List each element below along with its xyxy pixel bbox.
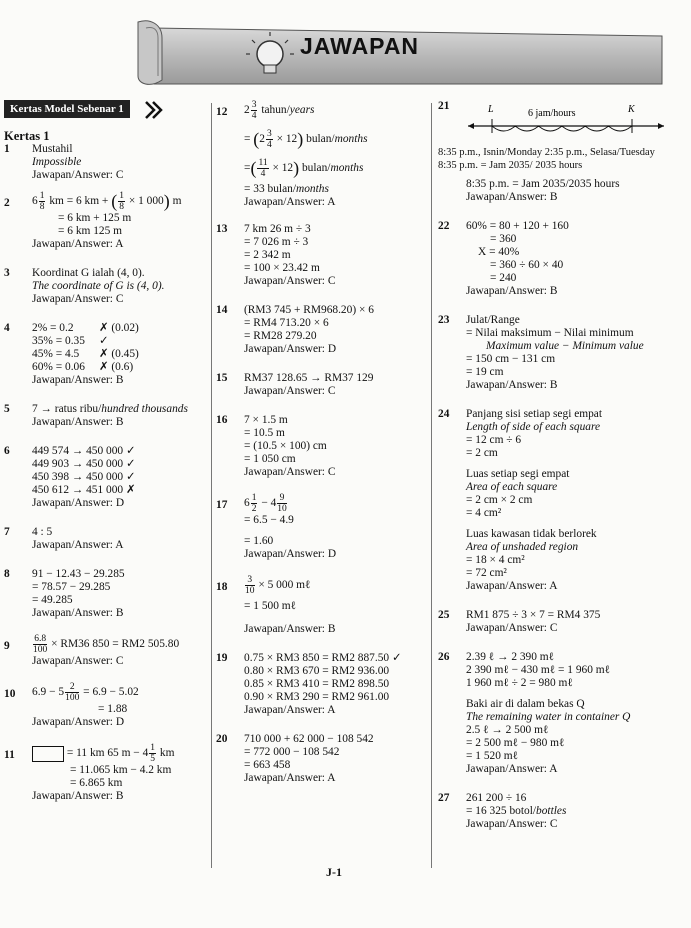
- answer-item: 19 0.75 × RM3 850 = RM2 887.50 ✓ 0.80 × RM3 670 = RM2 936.00 0.85 × RM3 410 = RM2 898.50 0.90 × RM3 290 = RM2 961.00 Jawapan/Answer: A: [216, 652, 402, 716]
- answer-item: 9 $\frac{6.8}{100}$ × RM36 850 = RM2 505.80 Jawapan/Answer: C: [4, 634, 180, 667]
- answer-item: 20 710 000 + 62 000 − 108 542 = 772 000 − 108 542 = 663 458 Jawapan/Answer: A: [216, 733, 374, 784]
- column-2: [216, 100, 428, 785]
- answer-item: 7 4 : 5 Jawapan/Answer: A: [4, 526, 124, 551]
- paper-heading: Kertas 1: [4, 129, 50, 143]
- answer-item: 24 Panjang sisi setiap segi empat Length of side of each square = 12 cm ÷ 6 = 2 cm Luas setiap segi empat Area of each square = 2 cm × 2 cm = 4 cm² Luas kawasan tidak berlorek Area of unshaded region = 18 × 4 cm² = 72 cm² Jawapan/Answer: A: [438, 408, 603, 592]
- answer-item: 22 60% = 80 + 120 + 160 = 360 X = 40% = 360 ÷ 60 × 40 = 240 Jawapan/Answer: B: [438, 220, 569, 297]
- answer-item: 26 2.39 ℓ → 2 390 mℓ 2 390 mℓ − 430 mℓ = 1 960 mℓ 1 960 mℓ ÷ 2 = 980 mℓ Baki air di dalam bekas Q The remaining water in container Q 2.5 ℓ → 2 500 mℓ = 2 500 mℓ − 980 mℓ = 1 520 mℓ Jawapan/Answer: A: [438, 651, 631, 775]
- answer-item: 11 = 11 km 65 m − 4 $\frac{1}{5}$ km = 11.065 km − 4.2 km = 6.865 km Jawapan/Answer: B: [4, 743, 175, 802]
- answer-item: 15 RM37 128.65 → RM37 129 Jawapan/Answer: C: [216, 372, 374, 397]
- section-label: Kertas Model Sebenar 1: [4, 100, 130, 118]
- answer-item: 4 2% = 0.2 ✗ (0.02) 35% = 0.35 ✓ 45% = 4.5 ✗ (0.45) 60% = 0.06 ✗ (0.6) Jawapan/Answer: B: [4, 322, 139, 386]
- answer-item: 6 449 574 → 450 000 ✓ 449 903 → 450 000 ✓ 450 398 → 450 000 ✓ 450 612 → 451 000 ✗ Jawapan/Answer: D: [4, 445, 136, 509]
- answer-item: 12 2 $\frac{3}{4}$ tahun/years = (2 $\frac{3}{4}$ × 12) bulan/months =( $\frac{11}{4}$ × 12) bulan/months = 33 bulan/months Jawapan/Answer: A: [216, 100, 368, 208]
- answer-item: 18 $\frac{3}{10}$ × 5 000 mℓ = 1 500 mℓ Jawapan/Answer: B: [216, 575, 336, 635]
- timeline-diagram: [466, 100, 666, 140]
- answer-item: 2 6 $\frac{1}{8}$ km = 6 km + ( $\frac{1}{8}$ × 1 000) m = 6 km + 125 m = 6 km 125 m Jawapan/Answer: A: [4, 191, 182, 250]
- page-title: JAWAPAN: [300, 33, 420, 59]
- page-number: J-1: [326, 865, 342, 879]
- answer-item: 5 7 → ratus ribu/hundred thousands Jawapan/Answer: B: [4, 403, 188, 428]
- column-divider: [211, 103, 212, 868]
- answer-item: 21 L K 6 jam/hours: [438, 100, 686, 144]
- answer-item: 1 Mustahil Impossible Jawapan/Answer: C: [4, 143, 124, 181]
- column-divider: [431, 103, 432, 868]
- answer-item: 10 6.9 − 5 $\frac{2}{100}$ = 6.9 − 5.02 = 1.88 Jawapan/Answer: D: [4, 682, 139, 728]
- column-1: [4, 100, 209, 803]
- answer-item: 25 RM1 875 ÷ 3 × 7 = RM4 375 Jawapan/Answer: C: [438, 609, 601, 634]
- answer-item: 13 7 km 26 m ÷ 3 = 7 026 m ÷ 3 = 2 342 m = 100 × 23.42 m Jawapan/Answer: C: [216, 223, 336, 287]
- answer-box: [32, 746, 64, 762]
- answer-item: 23 Julat/Range = Nilai maksimum − Nilai minimum Maximum value − Minimum value = 150 cm − 131 cm = 19 cm Jawapan/Answer: B: [438, 314, 644, 391]
- answer-item: 17 6 $\frac{1}{2}$ − 4 $\frac{9}{10}$ = 6.5 − 4.9 = 1.60 Jawapan/Answer: D: [216, 493, 337, 560]
- answer-item: 16 7 × 1.5 m = 10.5 m = (10.5 × 100) cm = 1 050 cm Jawapan/Answer: C: [216, 414, 336, 478]
- label-duration: 6 jam/hours: [528, 108, 576, 119]
- answer-item: 27 261 200 ÷ 16 = 16 325 botol/bottles Jawapan/Answer: C: [438, 792, 567, 830]
- label-k: K: [628, 104, 635, 115]
- answer-item: 8 91 − 12.43 − 29.285 = 78.57 − 29.285 = 49.285 Jawapan/Answer: B: [4, 568, 125, 619]
- label-l: L: [488, 104, 494, 115]
- chevron-right-icon: [144, 100, 164, 120]
- answer-item: 14 (RM3 745 + RM968.20) × 6 = RM4 713.20 × 6 = RM28 279.20 Jawapan/Answer: D: [216, 304, 374, 355]
- column-3: 21 L K 6 jam/hours 8:35 p.m., Isnin/Monday 2:35 p.m., Selasa/Tuesday 8:35 p.m. = Jam 2035/ 2035 hours 8:35 p.m. = Jam 2035/2035 hours Jawapan/Answer: B 22 60% = 80 + 120 + 160 = 360 X = 40% = 360 ÷ 60 × 40 = 240 Jawapan/Answer: B 23 Julat/Range = Nilai maksimum − Nilai minimum Maximum value − Minimum value = 150 cm − 131 cm = 19 cm Jawapan/Answer: B 24 Panjang sisi setiap segi empat Length of side of each square = 12 cm ÷ 6 = 2 cm Luas setiap segi empat Area of each square = 2 cm × 2 cm = 4 cm² Luas kawasan tidak berlorek Area of unshaded region = 18 × 4 cm² = 72 cm² Jawapan/Answer: A 25 RM1 875 ÷ 3 × 7 = RM4 375 Jawapan/Answer: C 26 2.39 ℓ → 2 390 mℓ 2 390 mℓ − 430 mℓ = 1 960 mℓ 1 960 mℓ ÷ 2 = 980 mℓ Baki air di dalam bekas Q The remaining water in container Q 2.5 ℓ → 2 500 mℓ = 2 500 mℓ − 980 mℓ = 1 520 mℓ Jawapan/Answer: A 27 261 200 ÷ 16 = 16 325 botol/bottles Jawapan/Answer: C: [438, 100, 686, 831]
- answer-item: 3 Koordinat G ialah (4, 0). The coordinate of G is (4, 0). Jawapan/Answer: C: [4, 267, 165, 305]
